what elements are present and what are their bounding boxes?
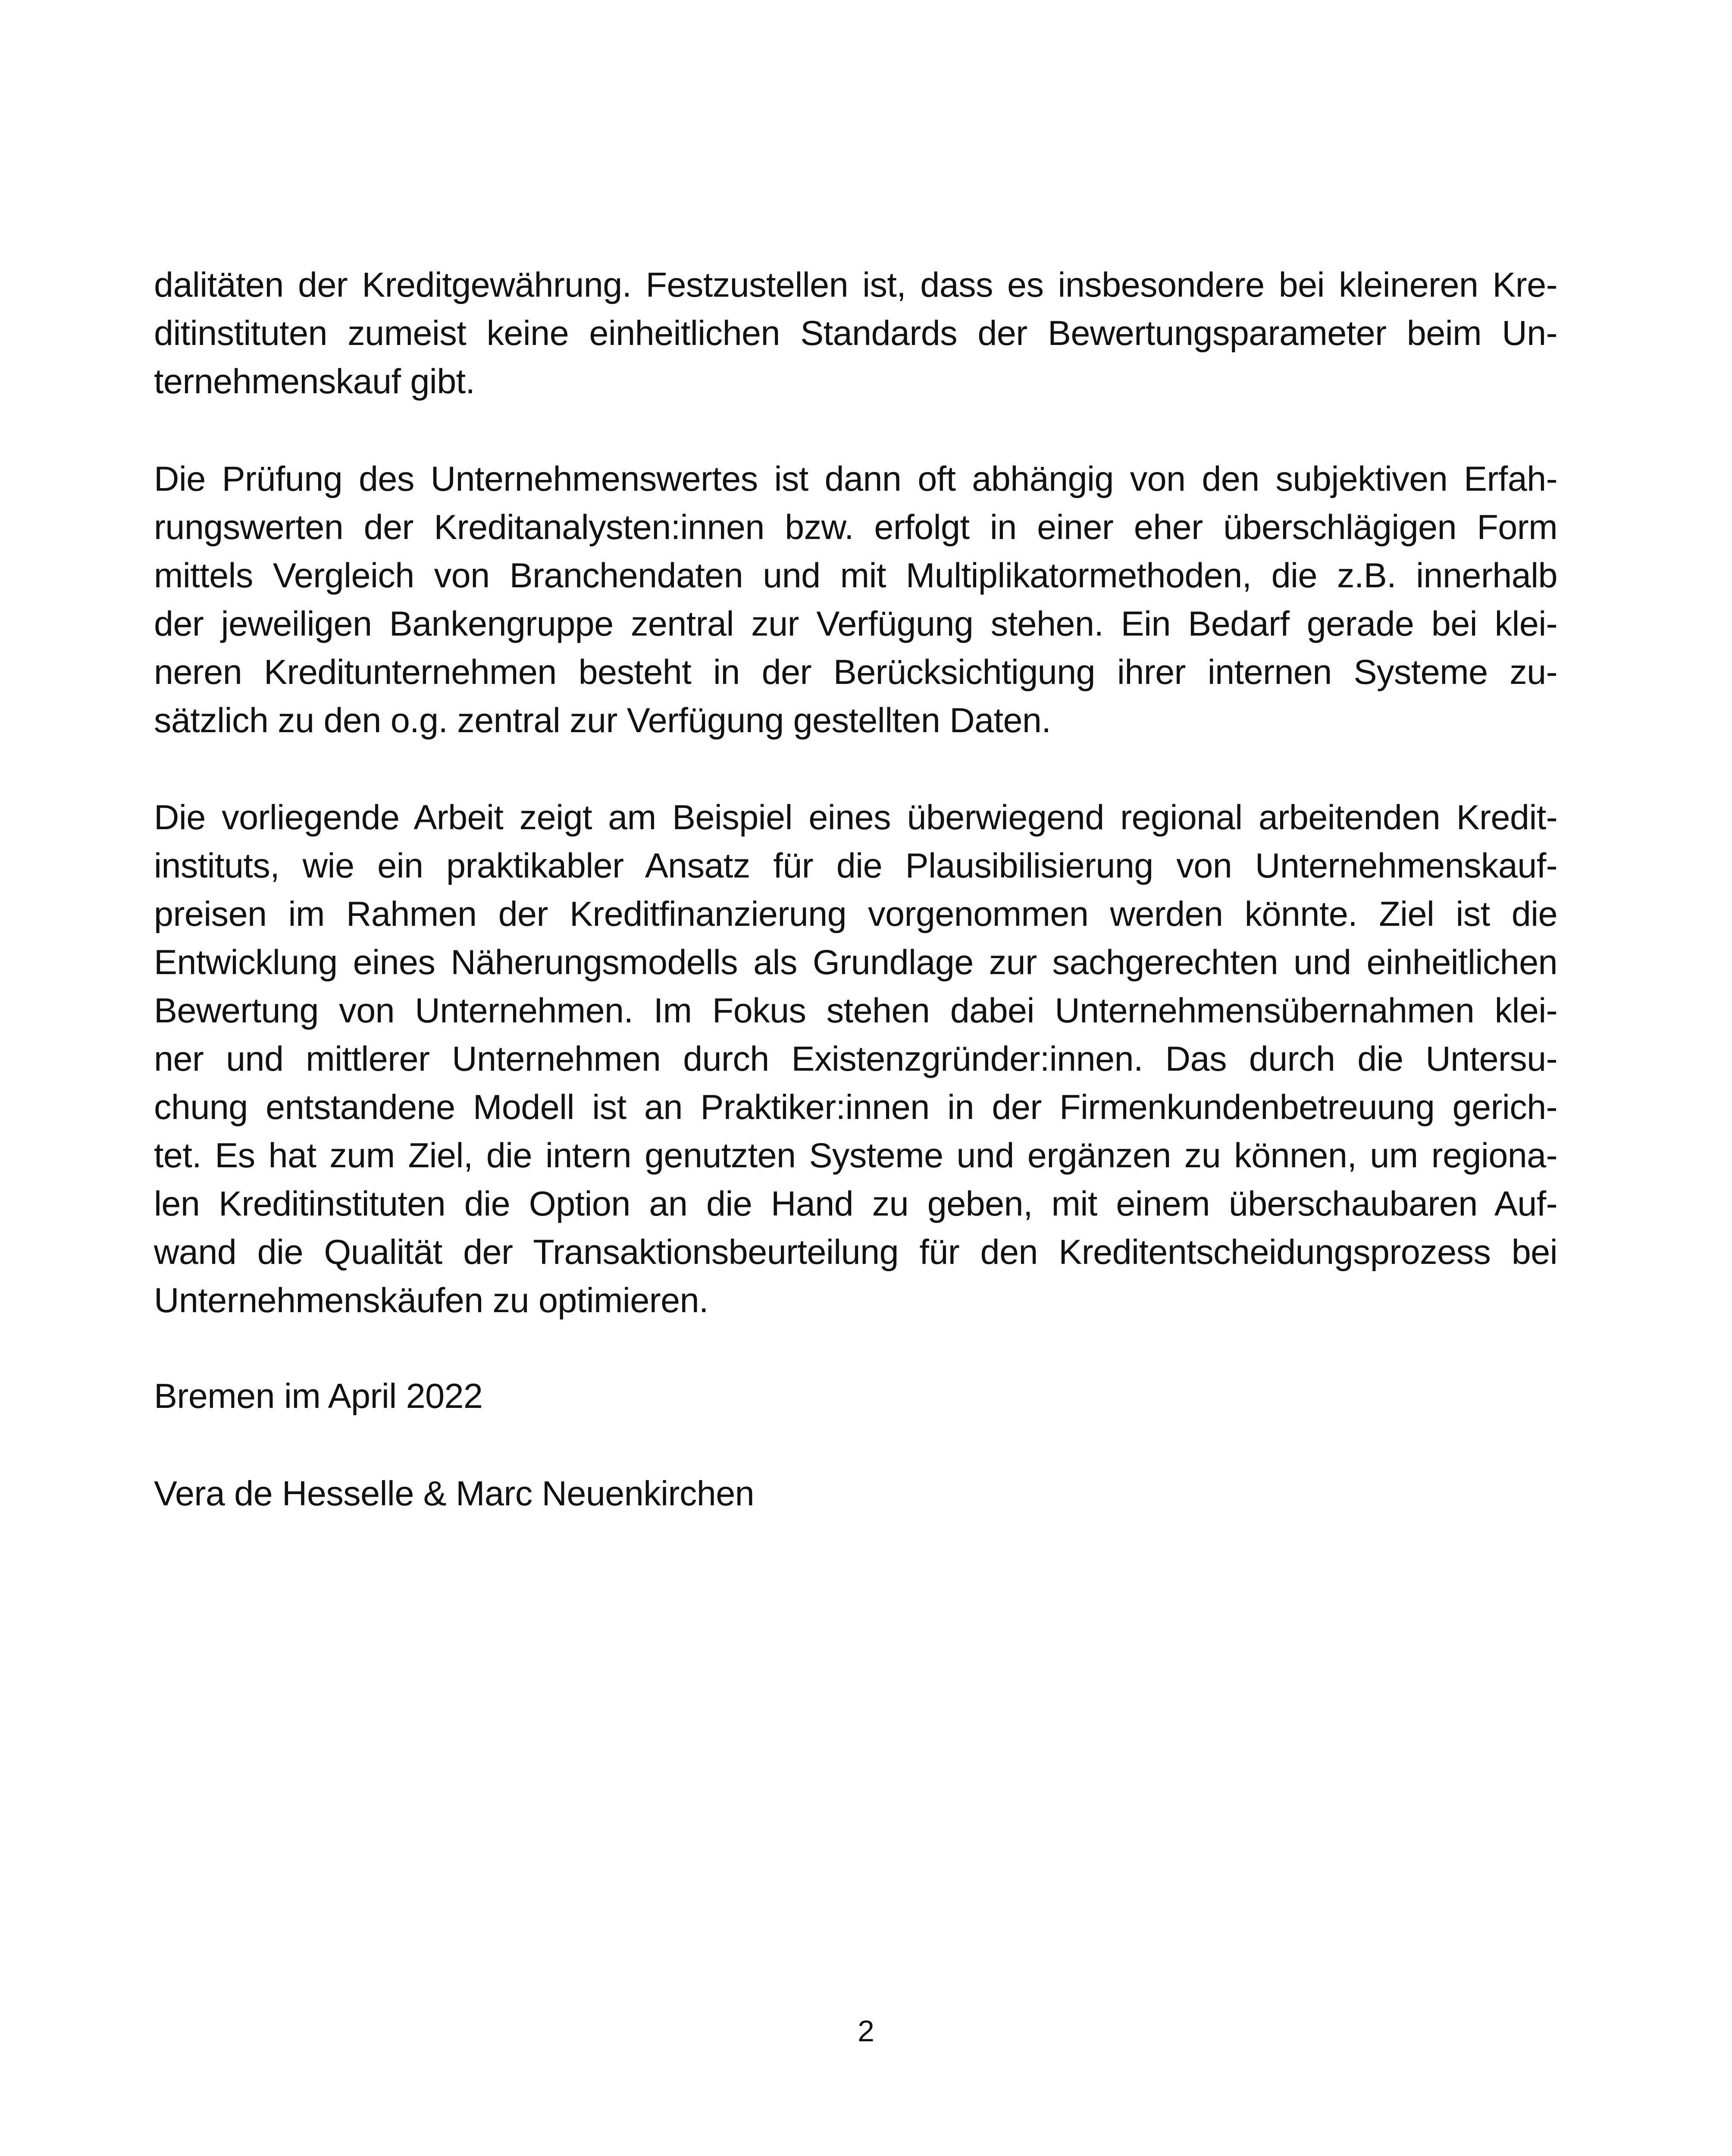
place-date-text: Bremen im April 2022 — [154, 1377, 483, 1416]
paragraph-line: wand die Qualität der Transaktionsbeurteilung für den Kreditentscheidungsprozess bei — [154, 1233, 1557, 1272]
paragraph-line: instituts, wie ein praktikabler Ansatz für die Plausibilisierung von Unternehmenskauf- — [154, 846, 1557, 885]
page-number: 2 — [858, 2014, 874, 2048]
paragraph-1 — [154, 261, 1557, 406]
place-and-date — [154, 1372, 1557, 1420]
paragraph-3 — [154, 793, 1557, 1325]
paragraph-line: mittels Vergleich von Branchendaten und mit Multiplikatormethoden, die z.B. innerhalb — [154, 556, 1557, 595]
paragraph-line: dalitäten der Kreditgewährung. Festzustellen ist, dass es insbesondere bei kleineren Kre- — [154, 266, 1557, 304]
paragraph-line: tet. Es hat zum Ziel, die intern genutzten Systeme und ergänzen zu können, um regiona- — [154, 1136, 1557, 1175]
paragraph-line: chung entstandene Modell ist an Praktiker:innen in der Firmenkundenbetreuung gerich- — [154, 1088, 1557, 1127]
paragraph-line: ternehmenskauf gibt. — [154, 362, 475, 401]
paragraph-line: Bewertung von Unternehmen. Im Fokus stehen dabei Unternehmensübernahmen klei- — [154, 991, 1557, 1030]
paragraph-line: Die Prüfung des Unternehmenswertes ist dann oft abhängig von den subjektiven Erfah- — [154, 460, 1557, 498]
paragraph-line: ditinstituten zumeist keine einheitlichen Standards der Bewertungsparameter beim Un- — [154, 314, 1557, 353]
authors-text: Vera de Hesselle & Marc Neuenkirchen — [154, 1474, 755, 1513]
authors — [154, 1470, 1557, 1518]
paragraph-line: Entwicklung eines Näherungsmodells als Grundlage zur sachgerechten und einheitlichen — [154, 943, 1557, 982]
paragraph-line: neren Kreditunternehmen besteht in der Berücksichtigung ihrer internen Systeme zu- — [154, 653, 1557, 692]
paragraph-line: der jeweiligen Bankengruppe zentral zur Verfügung stehen. Ein Bedarf gerade bei klei- — [154, 605, 1557, 643]
paragraph-line: Unternehmenskäufen zu optimieren. — [154, 1281, 708, 1320]
paragraph-line: ner und mittlerer Unternehmen durch Existenzgründer:innen. Das durch die Untersu- — [154, 1040, 1557, 1078]
paragraph-line: preisen im Rahmen der Kreditfinanzierung vorgenommen werden könnte. Ziel ist die — [154, 895, 1557, 934]
paragraph-line: sätzlich zu den o.g. zentral zur Verfügung gestellten Daten. — [154, 701, 1051, 740]
paragraph-2 — [154, 455, 1557, 745]
paragraph-line: len Kreditinstituten die Option an die Hand zu geben, mit einem überschaubaren Auf- — [154, 1185, 1557, 1223]
paragraph-line: Die vorliegende Arbeit zeigt am Beispiel eines überwiegend regional arbeitenden Kredit- — [154, 798, 1557, 837]
paragraph-line: rungswerten der Kreditanalysten:innen bzw. erfolgt in einer eher überschlägigen Form — [154, 508, 1557, 547]
